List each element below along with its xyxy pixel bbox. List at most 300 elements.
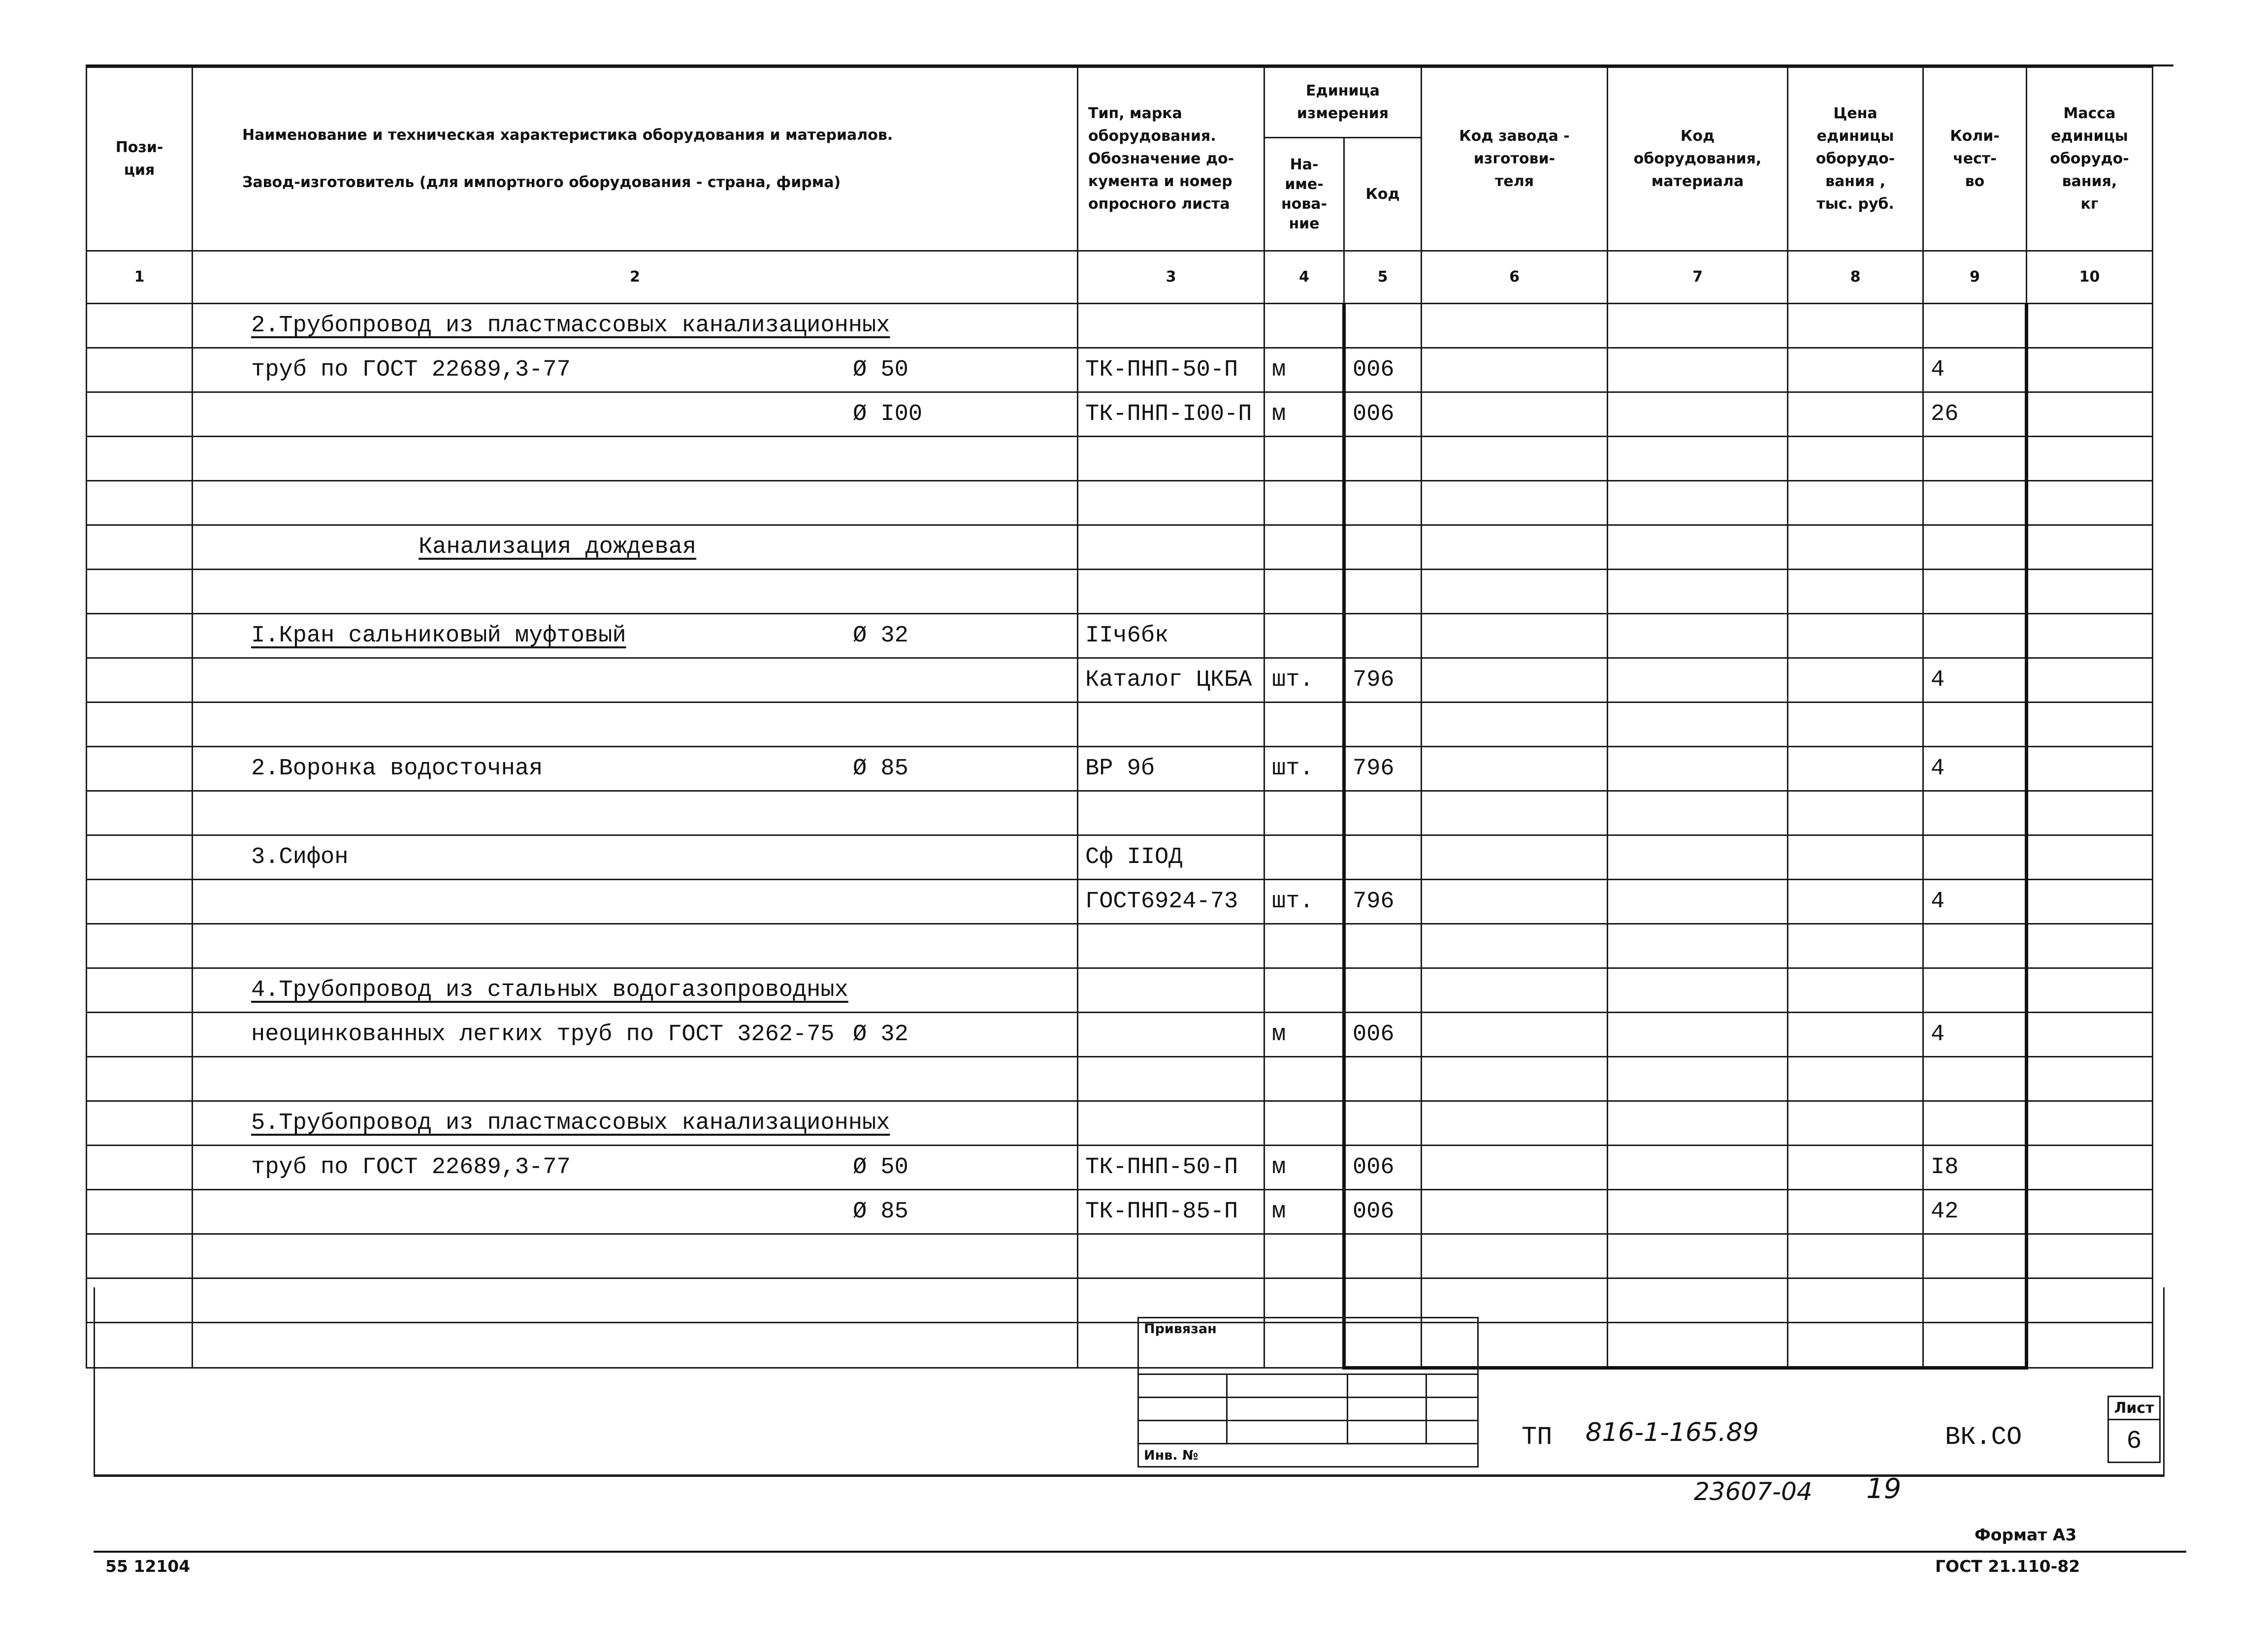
name-cell (193, 1146, 1078, 1190)
item-name: 2.Трубопровод из пластмассовых канализационных (251, 313, 890, 339)
quantity-cell (1923, 1101, 2027, 1146)
price-cell (1788, 1013, 1923, 1057)
quantity-cell (1923, 1057, 2027, 1101)
price-cell (1788, 791, 1923, 835)
mass-cell (2027, 1190, 2153, 1234)
quantity-cell (1923, 304, 2027, 348)
specification-body (87, 304, 2153, 1368)
header-unit-group: Единица измерения (1264, 67, 1422, 138)
plant-code-cell (1422, 658, 1608, 702)
plant-code-cell (1422, 437, 1608, 481)
mass-cell (2027, 791, 2153, 835)
name-cell (193, 1234, 1078, 1278)
plant-code-cell (1422, 747, 1608, 791)
equipment-code-cell (1608, 968, 1788, 1013)
footer-standard: ГОСТ 21.110-82 (1935, 1557, 2080, 1576)
unit-code-cell: 006 (1344, 1190, 1422, 1234)
equipment-code-cell (1608, 614, 1788, 658)
table-row (87, 1146, 2153, 1190)
tie-in-block (1137, 1317, 1479, 1468)
price-cell (1788, 1057, 1923, 1101)
equipment-code-cell (1608, 570, 1788, 614)
mass-cell (2027, 924, 2153, 968)
unit-code-cell (1344, 924, 1422, 968)
mass-cell (2027, 1057, 2153, 1101)
position-cell (87, 1101, 193, 1146)
header-type: Тип, марка оборудования. Обозначение до- кумента и номер опросного листа (1078, 67, 1264, 251)
equipment-code-cell (1608, 791, 1788, 835)
diameter-label: Ø 32 (853, 623, 908, 649)
mass-cell (2027, 1013, 2153, 1057)
inventory-label: Инв. № (1138, 1444, 1478, 1467)
equipment-code-cell (1608, 1146, 1788, 1190)
table-row (87, 1013, 2153, 1057)
name-cell (193, 570, 1078, 614)
quantity-cell (1923, 614, 2027, 658)
position-cell (87, 1190, 193, 1234)
equipment-code-cell (1608, 1190, 1788, 1234)
item-name: труб по ГОСТ 22689,3-77 (251, 1154, 571, 1181)
format-label: Формат А3 (1975, 1525, 2077, 1544)
type-cell: ТК-ПНП-50-П (1078, 348, 1264, 392)
equipment-code-cell (1608, 304, 1788, 348)
type-cell (1078, 304, 1264, 348)
equipment-code-cell (1608, 1101, 1788, 1146)
doc-number: 816-1-165.89 (1586, 1418, 1759, 1447)
mass-cell (2027, 968, 2153, 1013)
table-row (87, 1101, 2153, 1146)
mass-cell (2027, 481, 2153, 525)
table-row (87, 304, 2153, 348)
position-cell (87, 1146, 193, 1190)
plant-code-cell (1422, 481, 1608, 525)
position-cell (87, 1013, 193, 1057)
item-name: труб по ГОСТ 22689,3-77 (251, 357, 571, 383)
equipment-code-cell (1608, 702, 1788, 747)
unit-name-cell (1264, 968, 1344, 1013)
quantity-cell (1923, 924, 2027, 968)
type-cell (1078, 1101, 1264, 1146)
mass-cell (2027, 614, 2153, 658)
unit-code-cell (1344, 481, 1422, 525)
name-cell (193, 525, 1078, 570)
quantity-cell (1923, 791, 2027, 835)
plant-code-cell (1422, 392, 1608, 437)
specification-table (86, 66, 2153, 1370)
table-row (87, 614, 2153, 658)
column-number: 3 (1078, 251, 1264, 304)
name-cell (193, 658, 1078, 702)
name-cell (193, 835, 1078, 880)
unit-code-cell: 006 (1344, 392, 1422, 437)
name-cell (193, 880, 1078, 924)
mass-cell (2027, 880, 2153, 924)
position-cell (87, 747, 193, 791)
item-name: 4.Трубопровод из стальных водогазопроводных (251, 977, 848, 1003)
column-number: 1 (87, 251, 193, 304)
position-cell (87, 968, 193, 1013)
quantity-cell (1923, 481, 2027, 525)
price-cell (1788, 835, 1923, 880)
type-cell (1078, 481, 1264, 525)
unit-name-cell (1264, 1234, 1344, 1278)
price-cell (1788, 570, 1923, 614)
type-cell: ТК-ПНП-85-П (1078, 1190, 1264, 1234)
plant-code-cell (1422, 791, 1608, 835)
sheet-box (2107, 1396, 2161, 1463)
equipment-code-cell (1608, 835, 1788, 880)
archive-number: 23607-04 (1694, 1477, 1813, 1506)
price-cell (1788, 481, 1923, 525)
equipment-code-cell (1608, 1013, 1788, 1057)
unit-code-cell: 006 (1344, 348, 1422, 392)
position-cell (87, 1234, 193, 1278)
quantity-cell (1923, 570, 2027, 614)
unit-code-cell (1344, 702, 1422, 747)
header-quantity: Коли- чест- во (1923, 67, 2027, 251)
price-cell (1788, 348, 1923, 392)
mass-cell (2027, 658, 2153, 702)
name-cell (193, 392, 1078, 437)
type-cell: Каталог ЦКБА (1078, 658, 1264, 702)
type-cell (1078, 702, 1264, 747)
name-cell (193, 747, 1078, 791)
header-equipment-code: Код оборудования, материала (1608, 67, 1788, 251)
item-name: неоцинкованных легких труб по ГОСТ 3262-75 (251, 1021, 835, 1048)
name-cell (193, 481, 1078, 525)
equipment-code-cell (1608, 924, 1788, 968)
unit-name-cell (1264, 835, 1344, 880)
price-cell (1788, 1234, 1923, 1278)
unit-code-cell: 796 (1344, 880, 1422, 924)
table-row (87, 968, 2153, 1013)
section-heading: Канализация дождевая (419, 534, 697, 560)
mass-cell (2027, 747, 2153, 791)
plant-code-cell (1422, 1234, 1608, 1278)
plant-code-cell (1422, 614, 1608, 658)
header-name-line2: Завод-изготовитель (для импортного оборудования - страна, фирма) (242, 174, 841, 191)
unit-code-cell: 796 (1344, 747, 1422, 791)
position-cell (87, 702, 193, 747)
price-cell (1788, 304, 1923, 348)
item-name: I.Кран сальниковый муфтовый (251, 623, 626, 649)
column-number: 10 (2027, 251, 2153, 304)
title-block (94, 1287, 2165, 1477)
mass-cell (2027, 835, 2153, 880)
name-cell (193, 1013, 1078, 1057)
type-cell (1078, 968, 1264, 1013)
mass-cell (2027, 1101, 2153, 1146)
table-row (87, 392, 2153, 437)
mass-cell (2027, 1146, 2153, 1190)
quantity-cell: 4 (1923, 658, 2027, 702)
equipment-code-cell (1608, 437, 1788, 481)
equipment-code-cell (1608, 880, 1788, 924)
equipment-code-cell (1608, 481, 1788, 525)
table-row (87, 1190, 2153, 1234)
diameter-label: Ø 50 (853, 357, 908, 383)
tied-label: Привязан (1138, 1318, 1478, 1374)
mass-cell (2027, 392, 2153, 437)
quantity-cell: 4 (1923, 1013, 2027, 1057)
mass-cell (2027, 304, 2153, 348)
type-cell: Сф IIOД (1078, 835, 1264, 880)
unit-code-cell (1344, 968, 1422, 1013)
unit-code-cell: 796 (1344, 658, 1422, 702)
sheet-label: Лист (2108, 1397, 2160, 1420)
position-cell (87, 924, 193, 968)
type-cell (1078, 525, 1264, 570)
unit-code-cell (1344, 525, 1422, 570)
position-cell (87, 658, 193, 702)
type-cell: ТК-ПНП-50-П (1078, 1146, 1264, 1190)
unit-name-cell: м (1264, 1146, 1344, 1190)
header-mass: Масса единицы оборудо- вания, кг (2027, 67, 2153, 251)
unit-code-cell (1344, 791, 1422, 835)
item-name: 2.Воронка водосточная (251, 756, 543, 782)
price-cell (1788, 747, 1923, 791)
unit-code-cell (1344, 437, 1422, 481)
footer-line (94, 1551, 2186, 1553)
mass-cell (2027, 1234, 2153, 1278)
table-row (87, 835, 2153, 880)
table-row (87, 348, 2153, 392)
column-number: 6 (1422, 251, 1608, 304)
table-row (87, 880, 2153, 924)
table-row (87, 702, 2153, 747)
plant-code-cell (1422, 1057, 1608, 1101)
quantity-cell (1923, 835, 2027, 880)
unit-code-cell (1344, 570, 1422, 614)
header-price: Цена единицы оборудо- вания , тыс. руб. (1788, 67, 1923, 251)
table-row (87, 791, 2153, 835)
mass-cell (2027, 525, 2153, 570)
name-cell (193, 1190, 1078, 1234)
plant-code-cell (1422, 1146, 1608, 1190)
type-cell (1078, 1013, 1264, 1057)
price-cell (1788, 880, 1923, 924)
price-cell (1788, 924, 1923, 968)
unit-name-cell: м (1264, 1190, 1344, 1234)
column-number: 4 (1264, 251, 1344, 304)
name-cell (193, 1057, 1078, 1101)
position-cell (87, 570, 193, 614)
price-cell (1788, 968, 1923, 1013)
unit-name-cell: шт. (1264, 880, 1344, 924)
diameter-label: Ø 85 (853, 756, 908, 782)
price-cell (1788, 658, 1923, 702)
position-cell (87, 880, 193, 924)
unit-code-cell (1344, 614, 1422, 658)
type-cell: ВР 9б (1078, 747, 1264, 791)
unit-name-cell: м (1264, 348, 1344, 392)
unit-name-cell (1264, 437, 1344, 481)
table-row (87, 481, 2153, 525)
table-row (87, 525, 2153, 570)
equipment-code-cell (1608, 658, 1788, 702)
position-cell (87, 304, 193, 348)
type-cell: ГОСТ6924-73 (1078, 880, 1264, 924)
type-cell (1078, 570, 1264, 614)
table-row (87, 570, 2153, 614)
name-cell (193, 924, 1078, 968)
table-row (87, 1234, 2153, 1278)
plant-code-cell (1422, 924, 1608, 968)
name-cell (193, 791, 1078, 835)
quantity-cell (1923, 702, 2027, 747)
diameter-label: Ø 32 (853, 1021, 908, 1048)
header-name-line1: Наименование и техническая характеристика оборудования и материалов. (242, 127, 893, 144)
sheet-number: 6 (2108, 1420, 2160, 1463)
unit-name-cell (1264, 614, 1344, 658)
header-unit-name: На- име- нова- ние (1264, 138, 1344, 251)
unit-name-cell: м (1264, 1013, 1344, 1057)
position-cell (87, 481, 193, 525)
unit-name-cell: шт. (1264, 747, 1344, 791)
type-cell (1078, 1057, 1264, 1101)
column-number: 2 (193, 251, 1078, 304)
table-row (87, 1057, 2153, 1101)
quantity-cell (1923, 437, 2027, 481)
quantity-cell: 4 (1923, 880, 2027, 924)
table-row (87, 924, 2153, 968)
plant-code-cell (1422, 525, 1608, 570)
header-name (193, 67, 1078, 251)
quantity-cell: 42 (1923, 1190, 2027, 1234)
quantity-cell: 4 (1923, 348, 2027, 392)
equipment-code-cell (1608, 1234, 1788, 1278)
quantity-cell (1923, 1234, 2027, 1278)
position-cell (87, 348, 193, 392)
price-cell (1788, 702, 1923, 747)
column-number-row (87, 251, 2153, 304)
unit-name-cell: шт. (1264, 658, 1344, 702)
name-cell (193, 614, 1078, 658)
name-cell (193, 968, 1078, 1013)
item-name: 5.Трубопровод из пластмассовых канализационных (251, 1110, 890, 1136)
plant-code-cell (1422, 348, 1608, 392)
archive-suffix: 19 (1866, 1473, 1902, 1505)
price-cell (1788, 437, 1923, 481)
unit-name-cell (1264, 1057, 1344, 1101)
unit-name-cell (1264, 481, 1344, 525)
header-unit-code: Код (1344, 138, 1422, 251)
quantity-cell (1923, 525, 2027, 570)
mass-cell (2027, 348, 2153, 392)
position-cell (87, 791, 193, 835)
type-cell: IIч6бк (1078, 614, 1264, 658)
equipment-code-cell (1608, 747, 1788, 791)
plant-code-cell (1422, 702, 1608, 747)
doc-code: ВК.СО (1945, 1423, 2022, 1452)
price-cell (1788, 392, 1923, 437)
unit-name-cell (1264, 1101, 1344, 1146)
equipment-code-cell (1608, 392, 1788, 437)
mass-cell (2027, 702, 2153, 747)
column-number: 9 (1923, 251, 2027, 304)
position-cell (87, 437, 193, 481)
doc-prefix: ТП (1522, 1423, 1553, 1452)
plant-code-cell (1422, 1013, 1608, 1057)
position-cell (87, 525, 193, 570)
equipment-code-cell (1608, 1057, 1788, 1101)
position-cell (87, 1057, 193, 1101)
column-number: 7 (1608, 251, 1788, 304)
item-name: 3.Сифон (251, 844, 349, 870)
equipment-code-cell (1608, 348, 1788, 392)
quantity-cell (1923, 968, 2027, 1013)
plant-code-cell (1422, 1190, 1608, 1234)
diameter-label: Ø 50 (853, 1154, 908, 1181)
plant-code-cell (1422, 304, 1608, 348)
price-cell (1788, 1190, 1923, 1234)
position-cell (87, 614, 193, 658)
price-cell (1788, 525, 1923, 570)
header-plant-code: Код завода - изготови- теля (1422, 67, 1608, 251)
name-cell (193, 437, 1078, 481)
equipment-code-cell (1608, 525, 1788, 570)
diameter-label: Ø I00 (853, 401, 923, 427)
unit-code-cell (1344, 1057, 1422, 1101)
quantity-cell: 4 (1923, 747, 2027, 791)
unit-name-cell (1264, 304, 1344, 348)
position-cell (87, 392, 193, 437)
mass-cell (2027, 570, 2153, 614)
price-cell (1788, 1146, 1923, 1190)
position-cell (87, 835, 193, 880)
name-cell (193, 702, 1078, 747)
table-row (87, 747, 2153, 791)
unit-name-cell (1264, 570, 1344, 614)
unit-code-cell (1344, 1234, 1422, 1278)
plant-code-cell (1422, 570, 1608, 614)
plant-code-cell (1422, 835, 1608, 880)
unit-code-cell: 006 (1344, 1013, 1422, 1057)
name-cell (193, 348, 1078, 392)
unit-code-cell (1344, 304, 1422, 348)
type-cell (1078, 437, 1264, 481)
price-cell (1788, 1101, 1923, 1146)
table-row (87, 437, 2153, 481)
plant-code-cell (1422, 1101, 1608, 1146)
name-cell (193, 1101, 1078, 1146)
plant-code-cell (1422, 968, 1608, 1013)
quantity-cell: I8 (1923, 1146, 2027, 1190)
unit-name-cell (1264, 791, 1344, 835)
unit-code-cell: 006 (1344, 1146, 1422, 1190)
unit-code-cell (1344, 1101, 1422, 1146)
type-cell (1078, 791, 1264, 835)
column-number: 5 (1344, 251, 1422, 304)
price-cell (1788, 614, 1923, 658)
type-cell: ТК-ПНП-I00-П (1078, 392, 1264, 437)
plant-code-cell (1422, 880, 1608, 924)
unit-name-cell (1264, 525, 1344, 570)
mass-cell (2027, 437, 2153, 481)
diameter-label: Ø 85 (853, 1199, 908, 1225)
type-cell (1078, 1234, 1264, 1278)
type-cell (1078, 924, 1264, 968)
unit-name-cell (1264, 924, 1344, 968)
header-position: Пози- ция (87, 67, 193, 251)
unit-name-cell: м (1264, 392, 1344, 437)
name-cell (193, 304, 1078, 348)
column-number: 8 (1788, 251, 1923, 304)
quantity-cell: 26 (1923, 392, 2027, 437)
table-row (87, 658, 2153, 702)
unit-code-cell (1344, 835, 1422, 880)
footer-left-code: 55 12104 (105, 1557, 191, 1576)
